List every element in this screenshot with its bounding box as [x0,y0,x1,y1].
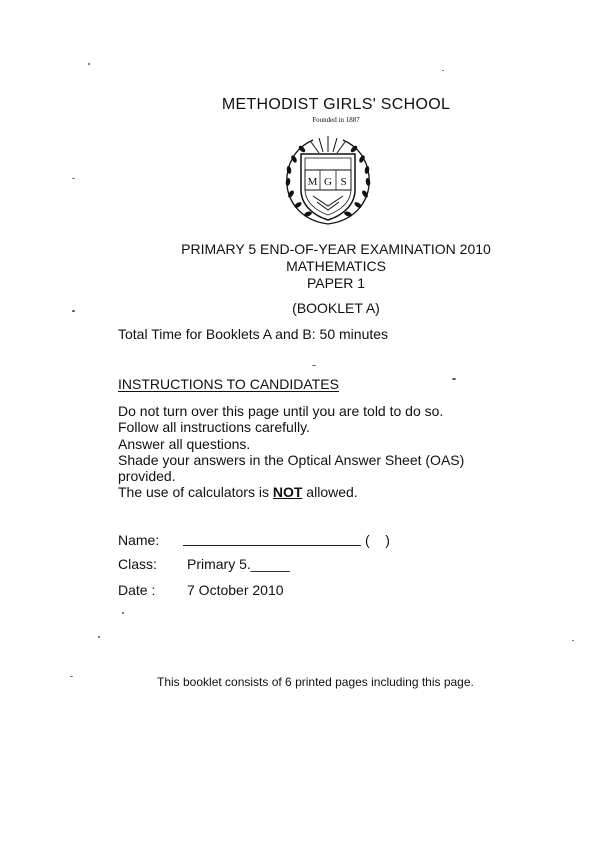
exam-subject: MATHEMATICS [286,258,386,274]
register-number-parens: ( ) [365,532,390,548]
date-value: 7 October 2010 [187,582,284,598]
exam-paper: PAPER 1 [306,275,366,291]
calc-suffix: allowed. [302,484,358,501]
calc-not-emphasis: NOT [272,484,303,501]
instructions-heading: INSTRUCTIONS TO CANDIDATES [118,376,339,392]
class-label: Class: [118,556,157,572]
class-value: Primary 5._____ [187,556,290,572]
calc-prefix: The use of calculators is [118,484,273,501]
scan-speck [72,310,75,312]
name-label: Name: [118,532,160,548]
scan-speck [572,640,574,641]
instruction-line: Follow all instructions carefully. [118,419,310,436]
scan-speck [122,612,124,614]
instruction-line-calculators [118,484,464,500]
name-input-line[interactable] [183,545,361,546]
instructions-list [118,403,464,501]
scan-speck [98,636,100,638]
date-label: Date : [118,582,156,598]
instruction-line: Shade your answers in the Optical Answer Sheet (OAS) [118,451,465,468]
crest-letter: M [307,176,318,188]
scan-speck [70,676,73,677]
scan-speck [88,63,90,65]
exam-title: PRIMARY 5 END-OF-YEAR EXAMINATION 2010 [181,241,491,257]
school-name: METHODIST GIRLS' SCHOOL [221,96,451,113]
scan-speck [312,365,316,366]
exam-booklet: (BOOKLET A) [292,300,380,316]
scan-speck [72,178,75,179]
instruction-line: Answer all questions. [118,435,251,452]
total-time: Total Time for Booklets A and B: 50 minutes [118,326,389,342]
crest-letter: G [324,176,332,188]
founded-year: Founded in 1887 [312,116,360,124]
school-crest-icon [283,132,373,228]
scan-speck [442,70,444,71]
crest-letter: S [340,176,347,188]
instruction-line: provided. [118,468,176,485]
instruction-line: Do not turn over this page until you are told to do so. [118,403,444,419]
scan-speck [452,378,456,380]
page-count-note: This booklet consists of 6 printed pages including this page. [157,675,474,689]
